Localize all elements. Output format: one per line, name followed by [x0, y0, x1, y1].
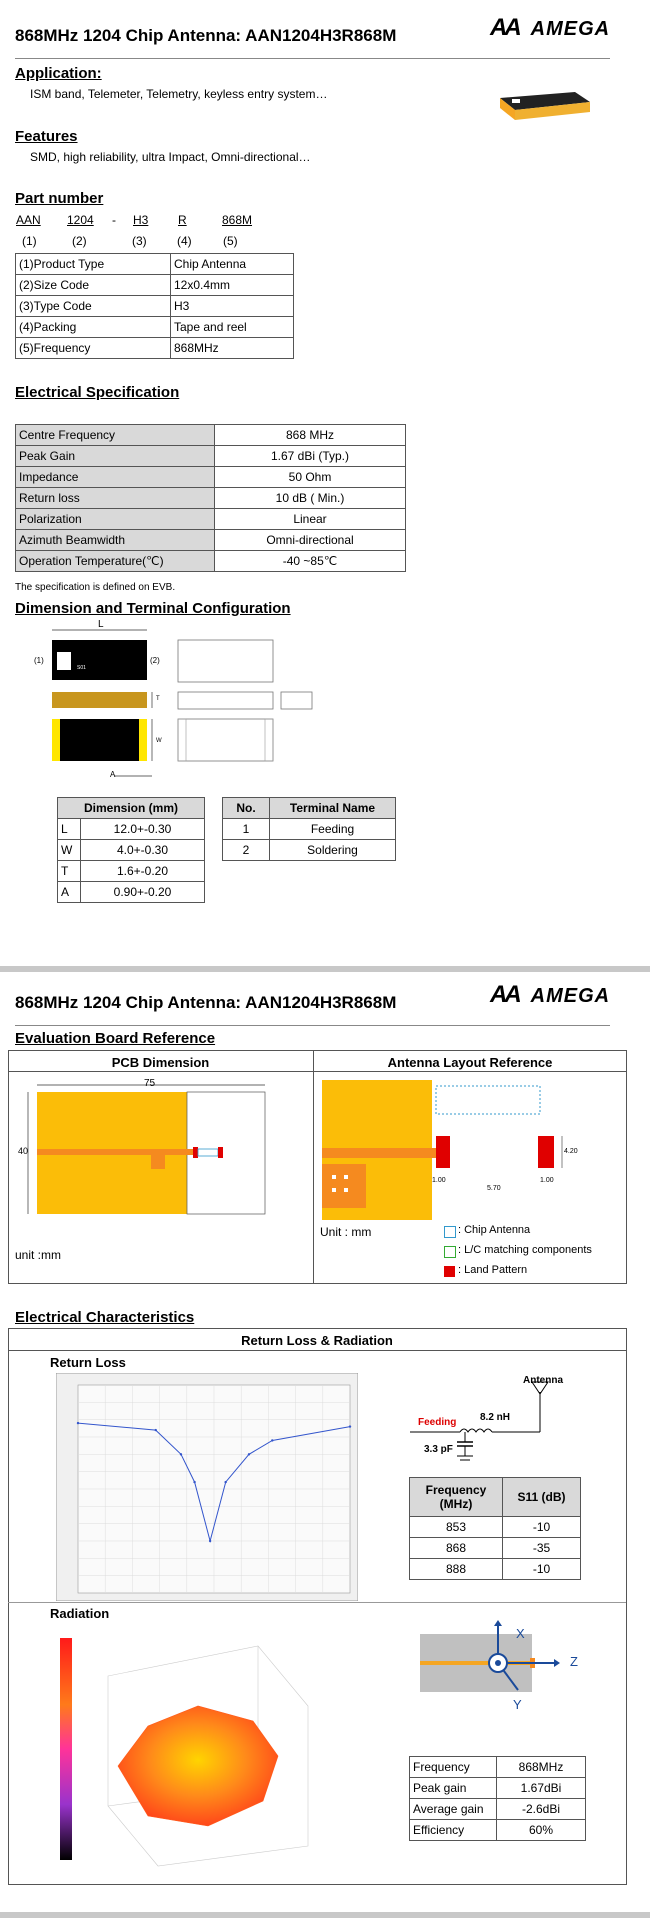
unit-right: Unit : mm: [320, 1225, 372, 1239]
layout-dim-100b: 1.00: [540, 1177, 554, 1184]
dimension-heading: Dimension and Terminal Configuration: [15, 600, 291, 617]
rl-data-point: [155, 1429, 157, 1431]
elec-spec-table: [15, 424, 406, 572]
layout-dim-100a: 1.00: [432, 1177, 446, 1184]
rl-data-point: [209, 1540, 211, 1542]
elec-spec-heading: Electrical Specification: [15, 384, 180, 401]
table-row: Polarization Linear: [16, 509, 406, 530]
pcb-drawing: [15, 1077, 310, 1217]
table-row: T 1.6+-0.20: [58, 861, 205, 882]
table-row: L 12.0+-0.30: [58, 819, 205, 840]
rl-data-point: [248, 1453, 250, 1455]
rl-header: Return Loss & Radiation: [241, 1333, 393, 1348]
dim-label-W: W: [156, 738, 162, 744]
header-divider: [15, 58, 610, 59]
axis-z-label: Z: [570, 1654, 578, 1669]
page-separator: [0, 966, 650, 972]
table-row: (5)Frequency 868MHz: [16, 338, 294, 359]
table-row: (3)Type Code H3: [16, 296, 294, 317]
part-index-2: (2): [72, 234, 87, 248]
dim-label-L: L: [98, 619, 104, 630]
legend-lc-swatch: [444, 1246, 456, 1258]
rl-data-point: [349, 1425, 351, 1427]
layout-dim-570: 5.70: [487, 1185, 501, 1192]
legend-land: : Land Pattern: [458, 1264, 528, 1276]
part-index-1: (1): [22, 234, 37, 248]
table-row: 853 -10: [410, 1517, 581, 1538]
performance-table: [409, 1756, 586, 1841]
table-row: 868 -35: [410, 1538, 581, 1559]
rl-data-point: [193, 1481, 195, 1483]
circuit-feeding-label: Feeding: [418, 1417, 457, 1428]
table-row: 1 Feeding: [223, 819, 396, 840]
unit-left: unit :mm: [15, 1248, 62, 1262]
table-row: Efficiency 60%: [410, 1820, 586, 1841]
layout-header: Antenna Layout Reference: [387, 1055, 553, 1070]
table-row: Return loss 10 dB ( Min.): [16, 488, 406, 509]
table-row: A 0.90+-0.20: [58, 882, 205, 903]
terminal-table: No. Terminal Name 1 Feeding 2 Soldering: [222, 797, 396, 861]
axis-y-label: Y: [513, 1697, 522, 1712]
axis-diagram: [418, 1620, 578, 1720]
rl-data-point: [180, 1453, 182, 1455]
part-code-3: H3: [133, 213, 149, 227]
radiation-pattern: [38, 1626, 343, 1876]
return-loss-chart: [56, 1373, 358, 1601]
dimension-table: [57, 797, 205, 903]
return-loss-label: Return Loss: [50, 1355, 126, 1370]
dim-label-T: T: [156, 696, 160, 702]
rl-data-point: [77, 1422, 79, 1424]
table-row: Impedance 50 Ohm: [16, 467, 406, 488]
table-row: (4)Packing Tape and reel: [16, 317, 294, 338]
circuit-inductor-label: 8.2 nH: [480, 1412, 511, 1423]
part-code-4: R: [178, 213, 187, 227]
page-title: 868MHz 1204 Chip Antenna: AAN1204H3R868M: [15, 26, 397, 45]
rl-data-point: [271, 1439, 273, 1441]
radiation-label: Radiation: [50, 1606, 110, 1621]
table-row: Frequency 868MHz: [410, 1757, 586, 1778]
features-text: SMD, high reliability, ultra Impact, Omni-directional…: [30, 150, 311, 164]
legend-chip-antenna: : Chip Antenna: [458, 1224, 531, 1236]
amega-logo-2: AA AMEGA: [490, 981, 611, 1008]
s11-table: Frequency (MHz) S11 (dB) 853 -10 868 -35 888 -10: [409, 1477, 581, 1580]
rl-data-point: [224, 1481, 226, 1483]
eval-heading: Evaluation Board Reference: [15, 1030, 216, 1047]
svg-text:S01: S01: [77, 665, 86, 671]
axis-x-label: X: [516, 1626, 525, 1641]
amega-logo: AA AMEGA: [490, 14, 611, 41]
part-index-3: (3): [132, 234, 147, 248]
part-code-dash: -: [112, 213, 116, 227]
features-heading: Features: [15, 128, 78, 145]
part-number-heading: Part number: [15, 190, 104, 207]
header-divider-2: [15, 1025, 610, 1026]
table-row: W 4.0+-0.30: [58, 840, 205, 861]
application-heading: Application:: [15, 65, 102, 82]
legend-chip-antenna-swatch: [444, 1226, 456, 1238]
spec-note: The specification is defined on EVB.: [15, 582, 176, 593]
circuit-cap-label: 3.3 pF: [424, 1444, 453, 1455]
elec-char-heading: Electrical Characteristics: [15, 1309, 195, 1326]
table-row: Operation Temperature(℃) -40 ~85℃: [16, 551, 406, 572]
part-table: [15, 253, 294, 359]
page-separator-bottom: [0, 1912, 650, 1918]
pin-label-2: (2): [150, 656, 160, 665]
table-row: Average gain -2.6dBi: [410, 1799, 586, 1820]
part-index-4: (4): [177, 234, 192, 248]
table-row: (2)Size Code 12x0.4mm: [16, 275, 294, 296]
part-code-5: 868M: [222, 213, 253, 227]
table-row: Centre Frequency 868 MHz: [16, 425, 406, 446]
part-code-2: 1204: [67, 213, 94, 227]
table-row: 2 Soldering: [223, 840, 396, 861]
part-code-1: AAN: [16, 213, 41, 227]
part-index-5: (5): [223, 234, 238, 248]
dimension-table-header: Dimension (mm): [58, 798, 205, 819]
application-text: ISM band, Telemeter, Telemetry, keyless entry system…: [30, 87, 328, 101]
table-row: (1)Product Type Chip Antenna: [16, 254, 294, 275]
layout-dim-420: 4.20: [564, 1148, 578, 1155]
circuit-antenna-label: Antenna: [523, 1375, 563, 1386]
table-row: 888 -10: [410, 1559, 581, 1580]
pin-label-1: (1): [34, 656, 44, 665]
legend-land-swatch: [444, 1266, 455, 1277]
page2-title: 868MHz 1204 Chip Antenna: AAN1204H3R868M: [15, 993, 397, 1012]
pcb-dim-40: 40: [18, 1146, 29, 1156]
table-row: Peak gain 1.67dBi: [410, 1778, 586, 1799]
chip-antenna-image: [495, 88, 595, 123]
table-row: Peak Gain 1.67 dBi (Typ.): [16, 446, 406, 467]
table-row: Azimuth Beamwidth Omni-directional: [16, 530, 406, 551]
pcb-dim-75: 75: [144, 1078, 156, 1089]
dimension-drawing: [30, 622, 350, 787]
dim-label-A: A: [110, 770, 116, 779]
legend-lc: : L/C matching components: [458, 1244, 592, 1256]
pcb-header: PCB Dimension: [111, 1055, 210, 1070]
